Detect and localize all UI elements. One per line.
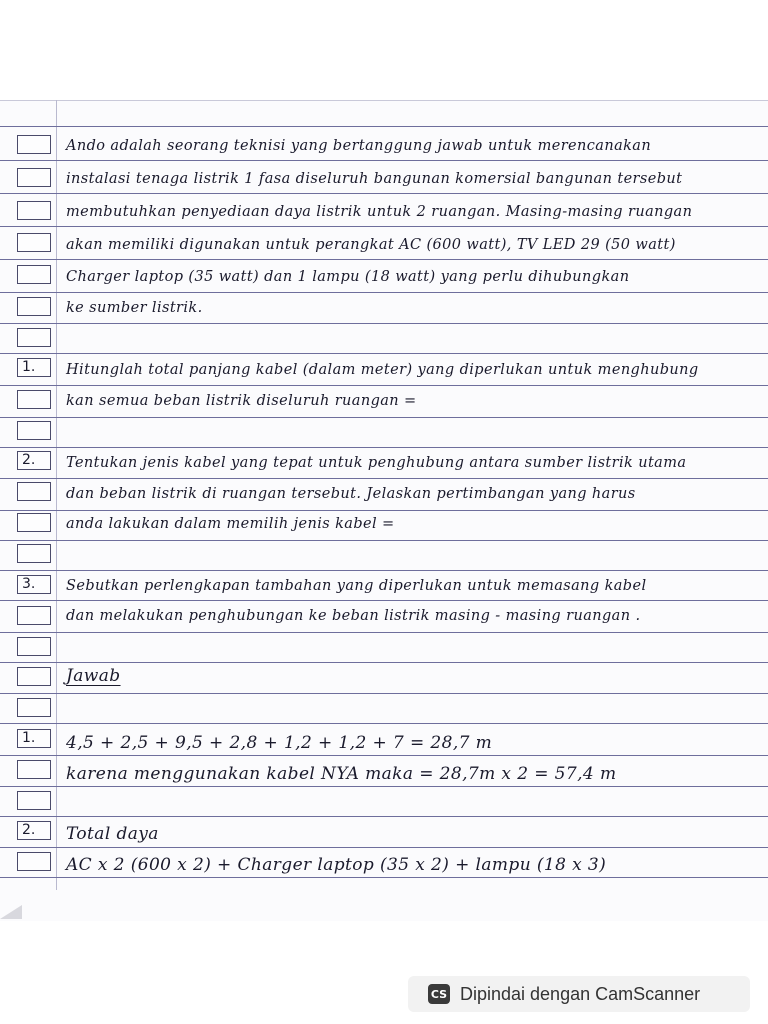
- ruled-line: [0, 323, 768, 324]
- margin-box: [17, 297, 51, 316]
- ruled-line: [0, 786, 768, 787]
- ruled-line: [0, 510, 768, 511]
- ruled-line: [0, 193, 768, 194]
- ruled-line: [0, 540, 768, 541]
- margin-box: [17, 421, 51, 440]
- margin-box: [17, 698, 51, 717]
- question-3-line: dan melakukan penghubungan ke beban listrik masing - masing ruangan .: [66, 608, 641, 624]
- answer-number-box: 1.: [17, 729, 51, 748]
- ruled-line: [0, 600, 768, 601]
- ruled-line: [0, 877, 768, 878]
- ruled-line: [0, 385, 768, 386]
- answer-number-box: 2.: [17, 821, 51, 840]
- margin-box: [17, 328, 51, 347]
- ruled-line: [0, 570, 768, 571]
- margin-box: [17, 390, 51, 409]
- ruled-line: [0, 662, 768, 663]
- ruled-line: [0, 292, 768, 293]
- problem-line: Charger laptop (35 watt) dan 1 lampu (18 watt) yang perlu dihubungkan: [66, 269, 630, 285]
- ruled-line: [0, 816, 768, 817]
- ruled-line: [0, 226, 768, 227]
- answer-2-line: Total daya: [66, 824, 159, 844]
- margin-box: [17, 233, 51, 252]
- ruled-line: [0, 693, 768, 694]
- margin-box: [17, 135, 51, 154]
- answer-heading: Jawab: [66, 666, 121, 686]
- margin-box: [17, 637, 51, 656]
- question-1-line: Hitunglah total panjang kabel (dalam meter) yang diperlukan untuk menghubung: [66, 362, 699, 378]
- ruled-line: [0, 632, 768, 633]
- question-number-box: 1.: [17, 358, 51, 377]
- margin-box: [17, 513, 51, 532]
- question-number-box: 3.: [17, 575, 51, 594]
- margin-box: [17, 544, 51, 563]
- camscanner-watermark: [408, 976, 750, 1012]
- ruled-line: [0, 417, 768, 418]
- answer-1-line: karena menggunakan kabel NYA maka = 28,7m x 2 = 57,4 m: [66, 764, 617, 784]
- problem-line: instalasi tenaga listrik 1 fasa diseluruh bangunan komersial bangunan tersebut: [66, 171, 683, 187]
- question-1-line: kan semua beban listrik diseluruh ruangan =: [66, 393, 417, 409]
- problem-line: ke sumber listrik.: [66, 300, 203, 316]
- cs-logo-icon: CS: [428, 984, 450, 1004]
- ruled-line: [0, 755, 768, 756]
- margin-box: [17, 265, 51, 284]
- margin-box: [17, 606, 51, 625]
- watermark-label: Dipindai dengan CamScanner: [460, 983, 701, 1004]
- question-2-line: anda lakukan dalam memilih jenis kabel =: [66, 516, 395, 532]
- ruled-line: [0, 847, 768, 848]
- page-corner-fold: [0, 905, 22, 919]
- ruled-line: [0, 723, 768, 724]
- margin-box: [17, 482, 51, 501]
- answer-2-line: AC x 2 (600 x 2) + Charger laptop (35 x 2) + lampu (18 x 3): [66, 855, 607, 875]
- question-number-box: 2.: [17, 451, 51, 470]
- ruled-line: [0, 447, 768, 448]
- margin-box: [17, 667, 51, 686]
- question-2-line: dan beban listrik di ruangan tersebut. Jelaskan pertimbangan yang harus: [66, 486, 636, 502]
- margin-box: [17, 168, 51, 187]
- ruled-line: [0, 160, 768, 161]
- problem-line: akan memiliki digunakan untuk perangkat AC (600 watt), TV LED 29 (50 watt): [66, 237, 676, 253]
- question-3-line: Sebutkan perlengkapan tambahan yang diperlukan untuk memasang kabel: [66, 578, 647, 594]
- question-2-line: Tentukan jenis kabel yang tepat untuk penghubung antara sumber listrik utama: [66, 455, 687, 471]
- margin-box: [17, 852, 51, 871]
- ruled-line: [0, 126, 768, 127]
- margin-box: [17, 201, 51, 220]
- answer-1-line: 4,5 + 2,5 + 9,5 + 2,8 + 1,2 + 1,2 + 7 = 28,7 m: [66, 733, 493, 753]
- margin-box: [17, 760, 51, 779]
- ruled-line: [0, 353, 768, 354]
- ruled-line: [0, 478, 768, 479]
- ruled-line: [0, 259, 768, 260]
- margin-line: [56, 100, 57, 890]
- problem-line: Ando adalah seorang teknisi yang bertanggung jawab untuk merencanakan: [66, 138, 652, 154]
- problem-line: membutuhkan penyediaan daya listrik untuk 2 ruangan. Masing-masing ruangan: [66, 204, 693, 220]
- margin-box: [17, 791, 51, 810]
